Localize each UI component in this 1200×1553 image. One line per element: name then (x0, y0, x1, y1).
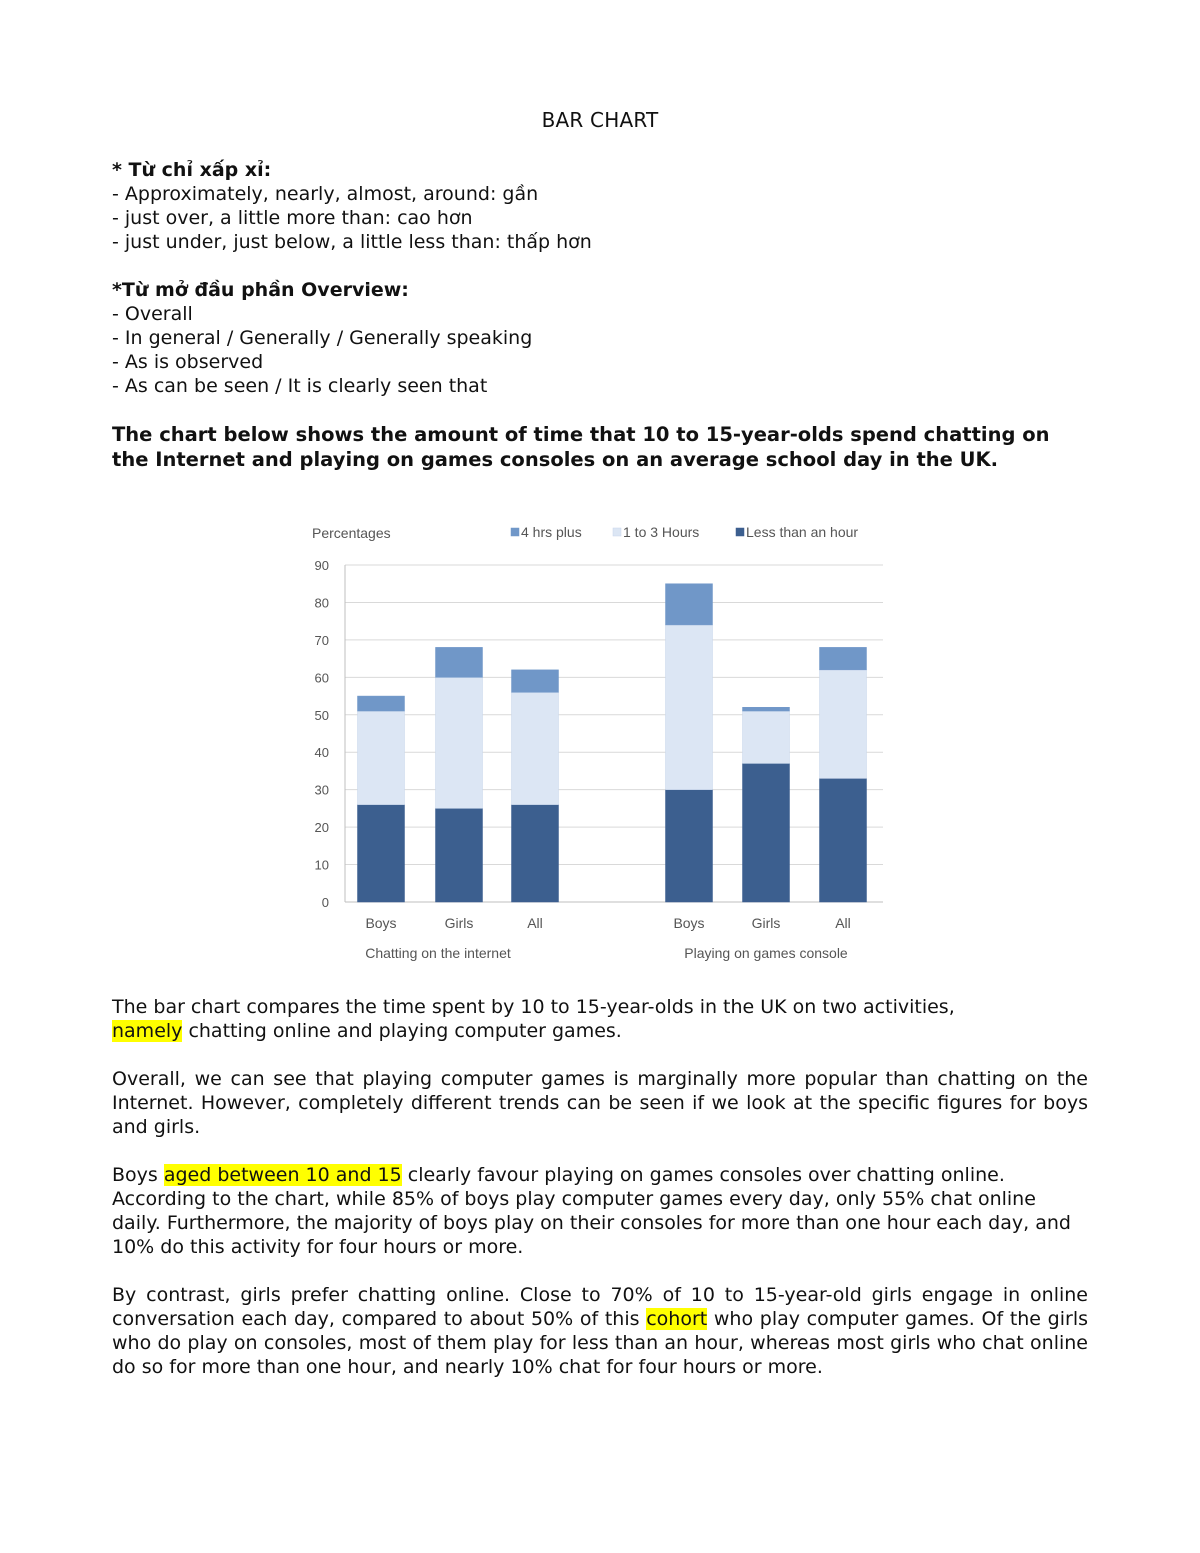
legend-swatch (736, 528, 744, 536)
bar-segment (436, 647, 483, 677)
bar-segment (358, 711, 405, 805)
x-tick-label: All (835, 915, 851, 931)
page-title: BAR CHART (541, 108, 659, 132)
bar-segment (666, 584, 713, 625)
bar-segment (436, 808, 483, 902)
y-tick-label: 60 (314, 670, 329, 686)
x-tick-label: Girls (444, 915, 474, 931)
legend-label: 1 to 3 Hours (623, 524, 700, 540)
highlight-cohort: cohort (646, 1308, 708, 1330)
highlight-namely: namely (112, 1020, 183, 1042)
group-label: Playing on games console (684, 945, 848, 961)
bar-segment (436, 677, 483, 808)
y-tick-label: 20 (314, 820, 329, 836)
y-tick-label: 0 (321, 895, 329, 910)
essay-body (112, 995, 1088, 1379)
p3-text-rest: According to the chart, while 85% of boys play computer games every day, only 55% chat online daily. Furthermore, the majority of boys play on their consoles for more than one hour each day, and 10% do this activity for four hours or more. (112, 1188, 1071, 1258)
bar-segment (743, 711, 790, 763)
bar-segment (820, 778, 867, 902)
x-tick-label: All (527, 915, 543, 931)
y-tick-label: 50 (314, 707, 329, 723)
p3-text-b: clearly favour playing on games consoles over chatting online. (401, 1164, 1005, 1186)
bar-segment (358, 805, 405, 902)
x-tick-label: Boys (365, 915, 397, 931)
approx-heading: * Từ chỉ xấp xỉ: (112, 159, 272, 181)
bar-segment (666, 625, 713, 790)
legend-swatch (511, 528, 519, 536)
y-tick-label: 70 (314, 632, 329, 648)
approx-item: - just over, a little more than: cao hơn (112, 207, 473, 229)
overview-heading: *Từ mở đầu phần Overview: (112, 279, 409, 301)
legend-label: Less than an hour (746, 524, 859, 540)
document-page (112, 108, 1088, 472)
p3-text-a: Boys (112, 1164, 164, 1186)
chart-grid (345, 565, 883, 902)
p1-text-b: chatting online and playing computer games. (182, 1020, 622, 1042)
y-tick-label: 30 (314, 782, 329, 798)
y-axis-label: Percentages (312, 525, 391, 541)
y-axis-ticks (315, 558, 329, 910)
bar-segment (743, 763, 790, 902)
highlight-aged-between: aged between 10 and 15 (163, 1164, 402, 1186)
essay-paragraph-3 (112, 1163, 1088, 1259)
overview-item: - In general / Generally / Generally speaking (112, 327, 533, 349)
bar-segment (512, 670, 559, 692)
y-tick-label: 90 (314, 558, 329, 573)
y-tick-label: 10 (314, 857, 329, 873)
x-tick-label: Boys (673, 915, 705, 931)
overview-item: - As can be seen / It is clearly seen that (112, 375, 488, 397)
bar-segment (358, 696, 405, 711)
overview-item: - Overall (112, 303, 193, 325)
x-axis-labels (365, 915, 851, 961)
bar-chart-svg (295, 515, 895, 975)
bar-segment (743, 707, 790, 711)
x-tick-label: Girls (751, 915, 781, 931)
essay-paragraph-1 (112, 995, 1088, 1043)
bar-chart (295, 515, 895, 975)
chart-legend (511, 524, 858, 540)
p4-text-b: who play computer games. Of the girls who do play on consoles, most of them play for less than an hour, whereas most girls who chat online do so for more than one hour, and nearly 10% chat for four hours or more. (112, 1308, 1088, 1378)
legend-label: 4 hrs plus (521, 524, 582, 540)
p1-text-a: The bar chart compares the time spent by 10 to 15-year-olds in the UK on two activities, (112, 996, 955, 1018)
approx-item: - Approximately, nearly, almost, around: gần (112, 183, 539, 205)
essay-paragraph-2: Overall, we can see that playing computer games is marginally more popular than chatting on the Internet. However, completely different trends can be seen if we look at the specific figures for boys and girls. (112, 1068, 1088, 1138)
group-label: Chatting on the internet (365, 945, 511, 961)
chart-bars (358, 584, 867, 902)
bar-segment (666, 790, 713, 902)
overview-item: - As is observed (112, 351, 264, 373)
y-tick-label: 80 (314, 595, 329, 611)
bar-segment (820, 647, 867, 669)
bar-segment (820, 670, 867, 779)
legend-swatch (613, 528, 621, 536)
task-prompt-line-1: The chart below shows the amount of time that 10 to 15-year-olds spend chatting on (112, 423, 1050, 446)
bar-segment (512, 805, 559, 902)
approx-item: - just under, just below, a little less than: thấp hơn (112, 231, 592, 253)
y-tick-label: 40 (314, 745, 329, 761)
bar-segment (512, 692, 559, 804)
p4-text-a: By contrast, girls prefer chatting online. Close to 70% of 10 to 15-year-old girls engage in online conversation each day, compared to about 50% of this (112, 1284, 1088, 1330)
essay-paragraph-4 (112, 1283, 1088, 1379)
task-prompt-line-2: the Internet and playing on games consoles on an average school day in the UK. (112, 448, 999, 471)
